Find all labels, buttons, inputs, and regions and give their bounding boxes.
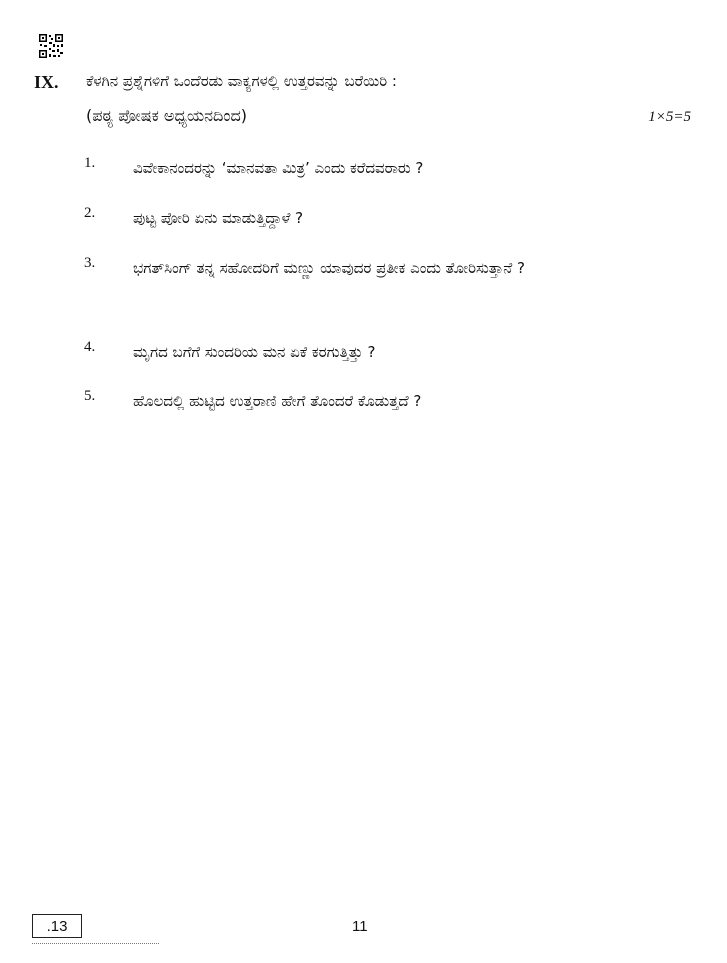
question-text: ಭಗತ್‌ಸಿಂಗ್ ತನ್ನ ಸಹೋದರಿಗೆ ಮಣ್ಣು ಯಾವುದರ ಪ್ರತೀಕ ಎಂದು ತೋರಿಸುತ್ತಾನೆ ? (133, 259, 525, 277)
paper-code-box: .13 (32, 914, 82, 938)
footer-divider (32, 943, 159, 944)
question-text: ಪುಟ್ಟ ಪೋರಿ ಏನು ಮಾಡುತ್ತಿದ್ದಾಳೆ ? (133, 209, 304, 227)
question-number: 2. (84, 205, 96, 221)
question-text: ಮೃಗದ ಬಗೆಗೆ ಸುಂದರಿಯ ಮನ ಏಕೆ ಕರಗುತ್ತಿತ್ತು ? (133, 343, 376, 361)
qr-code-icon (38, 33, 64, 59)
question-number: 3. (84, 255, 96, 271)
question-text: ವಿವೇಕಾನಂದರನ್ನು ‘ಮಾನವತಾ ಮಿತ್ರ’ ಎಂದು ಕರೆದವರಾರು ? (133, 159, 424, 177)
question-number: 1. (84, 155, 96, 171)
page-number: 11 (352, 918, 368, 935)
section-instruction: ಕೆಳಗಿನ ಪ್ರಶ್ನೆಗಳಿಗೆ ಒಂದೆರಡು ವಾಕ್ಯಗಳಲ್ಲಿ ಉತ್ತರವನ್ನು ಬರೆಯಿರಿ : (86, 72, 397, 90)
question-number: 5. (84, 388, 96, 404)
question-text: ಹೊಲದಲ್ಲಿ ಹುಟ್ಟಿದ ಉತ್ತರಾಣಿ ಹೇಗೆ ತೊಂದರೆ ಕೊಡುತ್ತದೆ ? (133, 392, 422, 410)
section-number: IX. (34, 72, 59, 92)
question-number: 4. (84, 339, 96, 355)
section-subheading: (ಪಠ್ಯ ಪೋಷಕ ಅಧ್ಯಯನದಿಂದ) (86, 106, 248, 125)
marks-allocation: 1×5=5 (648, 109, 691, 125)
